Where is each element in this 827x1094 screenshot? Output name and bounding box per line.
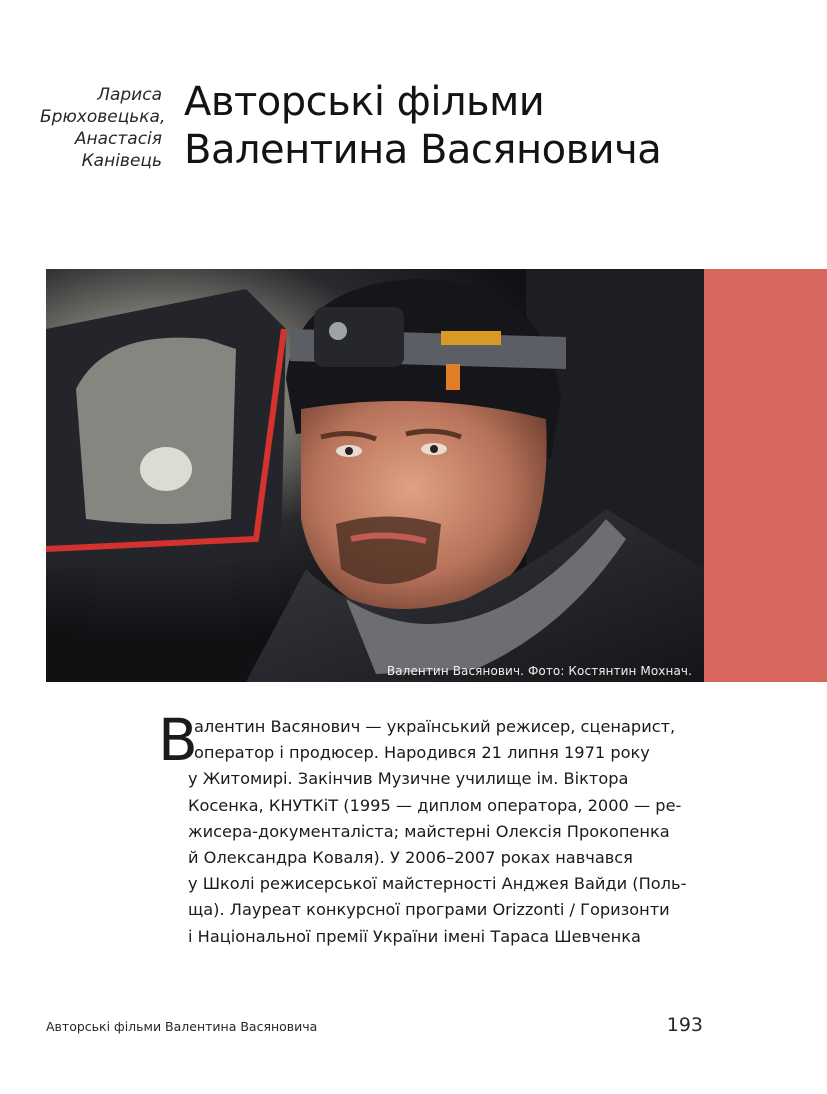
author-line-1: Лариса: [97, 85, 162, 105]
photo-caption: Валентин Васянович. Фото: Костянтин Мохнач.: [386, 664, 692, 678]
body-line: й Олександра Коваля). У 2006–2007 роках навчався: [188, 848, 633, 868]
portrait-photo: [46, 269, 704, 682]
body-line: алентин Васянович — український режисер, сценарист,: [194, 717, 676, 736]
author-line-3: Анастасія: [74, 129, 162, 149]
body-line: у Школі режисерської майстерності Анджея Вайди (Поль-: [188, 874, 687, 894]
title-line-1: Авторські фільми: [184, 79, 545, 125]
page-number: 193: [666, 1014, 703, 1036]
article-title: [184, 78, 804, 174]
article-body: [188, 714, 708, 950]
body-line: оператор і продюсер. Народився 21 липня 1971 року: [194, 743, 650, 763]
body-line: і Національної премії України імені Тараса Шевченка: [188, 926, 641, 946]
body-line: жисера-документаліста; майстерні Олексія Прокопенка: [188, 821, 670, 841]
accent-color-bar: [704, 269, 827, 682]
author-line-4: Канівець: [81, 151, 162, 171]
running-title: Авторські фільми Валентина Васяновича: [46, 1019, 318, 1034]
portrait-photo-illustration: [46, 269, 704, 682]
article-authors: [40, 84, 166, 172]
title-line-2: Валентина Васяновича: [184, 127, 662, 173]
body-line: ща). Лауреат конкурсної програми Orizzonti / Горизонти: [188, 900, 670, 920]
body-line: Косенка, КНУТКіТ (1995 — диплом оператора, 2000 — ре-: [188, 795, 682, 815]
body-line: у Житомирі. Закінчив Музичне училище ім. Віктора: [188, 769, 629, 789]
author-line-2: Брюховецька,: [40, 107, 166, 127]
drop-cap: В: [158, 706, 198, 774]
